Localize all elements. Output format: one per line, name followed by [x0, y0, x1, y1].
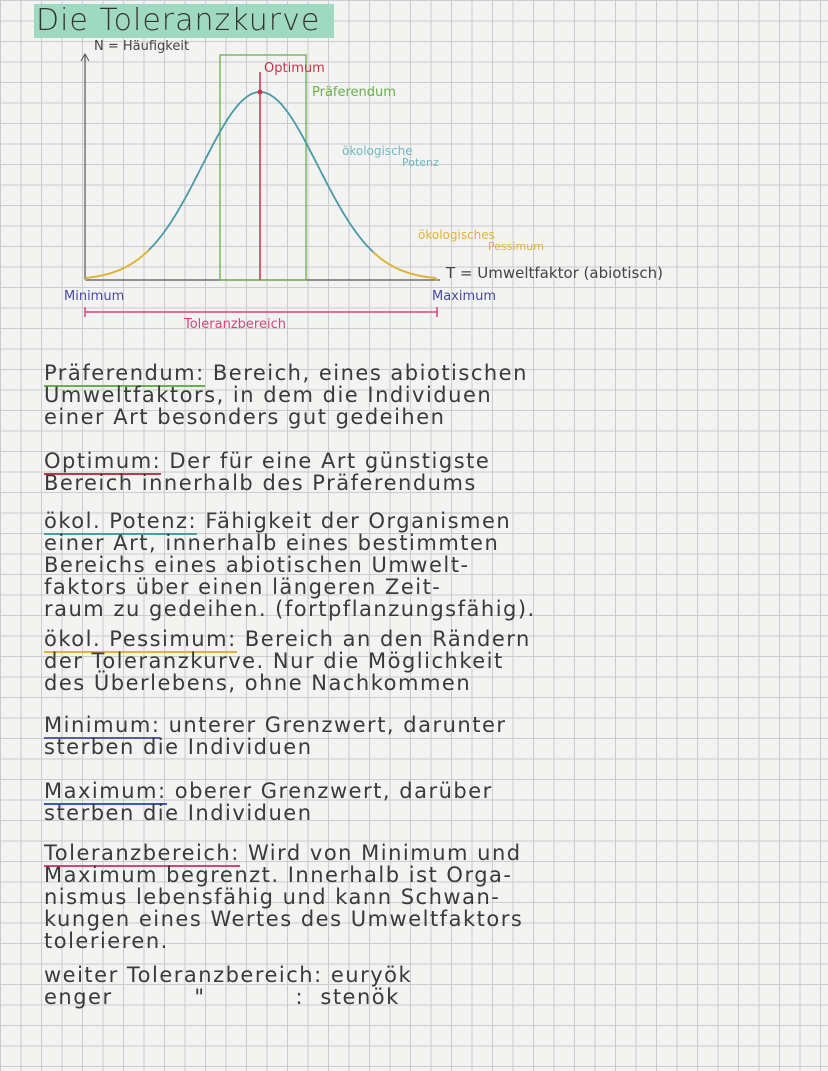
definition-line: [44, 384, 824, 406]
pessimum-right-segment: [373, 252, 437, 280]
definition-text: faktors über einen längeren Zeit-: [44, 575, 442, 599]
definition-text: tolerieren.: [44, 929, 169, 953]
praeferendum-box: [220, 55, 306, 280]
page-title: Die Toleranzkurve: [34, 4, 334, 38]
definition-text: oberer Grenzwert, darüber: [174, 779, 493, 803]
definition-line: [44, 472, 824, 494]
optimum-peak-point: [258, 90, 263, 95]
definition-2: [44, 510, 824, 620]
footer-line-1: weiter Toleranzbereich: euryök: [44, 963, 413, 987]
definition-1: [44, 450, 824, 494]
definition-text: Bereich innerhalb des Präferendums: [44, 471, 477, 495]
definition-text: unterer Grenzwert, darunter: [168, 713, 507, 737]
definition-text: Wird von Minimum und: [248, 841, 522, 865]
definition-line: [44, 908, 824, 930]
tolerance-curve: [147, 92, 375, 254]
definition-text: Umweltfaktors, in dem die Individuen: [44, 383, 493, 407]
definition-3: [44, 628, 824, 694]
definition-line: [44, 864, 824, 886]
toleranzbereich-label: Toleranzbereich: [184, 317, 286, 332]
optimum-label: Optimum: [264, 61, 325, 76]
definition-text: der Toleranzkurve. Nur die Möglichkeit: [44, 649, 504, 673]
definition-term: ökol. Pessimum:: [44, 627, 237, 651]
definition-text: kungen eines Wertes des Umweltfaktors: [44, 907, 524, 931]
definition-line: [44, 554, 824, 576]
pessimum-left-segment: [85, 250, 149, 280]
x-axis-label: T = Umweltfaktor (abiotisch): [446, 264, 663, 282]
definition-4: [44, 714, 824, 758]
definition-line: [44, 886, 824, 908]
praeferendum-label: Präferendum: [312, 85, 396, 100]
definition-text: raum zu gedeihen. (fortpflanzungsfähig).: [44, 597, 536, 621]
definition-0: [44, 362, 824, 428]
definition-text: Der für eine Art günstigste: [169, 449, 491, 473]
definition-6: [44, 842, 824, 952]
definition-term: Maximum:: [44, 779, 167, 803]
definition-line: [44, 842, 824, 864]
y-axis-label: N = Häufigkeit: [94, 39, 190, 54]
definition-line: [44, 532, 824, 554]
definition-text: Bereichs eines abiotischen Umwelt-: [44, 553, 470, 577]
definition-line: [44, 650, 824, 672]
definition-term: ökol. Potenz:: [44, 509, 198, 533]
definition-line: [44, 736, 824, 758]
definition-term: Optimum:: [44, 449, 162, 473]
definition-term: Toleranzbereich:: [44, 841, 240, 865]
definition-line: [44, 576, 824, 598]
definition-5: [44, 780, 824, 824]
potenz-label-1: ökologische: [342, 144, 413, 158]
definition-line: [44, 802, 824, 824]
definition-line: [44, 714, 824, 736]
definition-text: einer Art besonders gut gedeihen: [44, 405, 446, 429]
definition-term: Minimum:: [44, 713, 161, 737]
minimum-label: Minimum: [64, 289, 125, 304]
definition-line: [44, 510, 824, 532]
definition-text: sterben die Individuen: [44, 801, 313, 825]
definition-line: [44, 362, 824, 384]
definition-term: Präferendum:: [44, 361, 205, 385]
definition-line: [44, 930, 824, 952]
definition-line: [44, 628, 824, 650]
definition-text: Bereich, eines abiotischen: [212, 361, 528, 385]
definition-text: Maximum begrenzt. Innerhalb ist Orga-: [44, 863, 513, 887]
definition-line: [44, 598, 824, 620]
footer-line-2: enger " : stenök: [44, 985, 400, 1009]
definition-text: sterben die Individuen: [44, 735, 313, 759]
maximum-label: Maximum: [432, 289, 497, 304]
definition-text: einer Art, innerhalb eines bestimmten: [44, 531, 500, 555]
definition-text: Bereich an den Rändern: [244, 627, 531, 651]
definition-line: [44, 672, 824, 694]
definition-line: [44, 450, 824, 472]
definition-text: des Überlebens, ohne Nachkommen: [44, 671, 472, 695]
definition-line: [44, 780, 824, 802]
pessimum-label-1: ökologisches: [418, 228, 495, 242]
definition-text: nismus lebensfähig und kann Schwan-: [44, 885, 501, 909]
pessimum-label-2: Pessimum: [488, 240, 544, 253]
potenz-label-2: Potenz: [402, 156, 439, 169]
definition-line: [44, 406, 824, 428]
definition-text: Fähigkeit der Organismen: [205, 509, 512, 533]
